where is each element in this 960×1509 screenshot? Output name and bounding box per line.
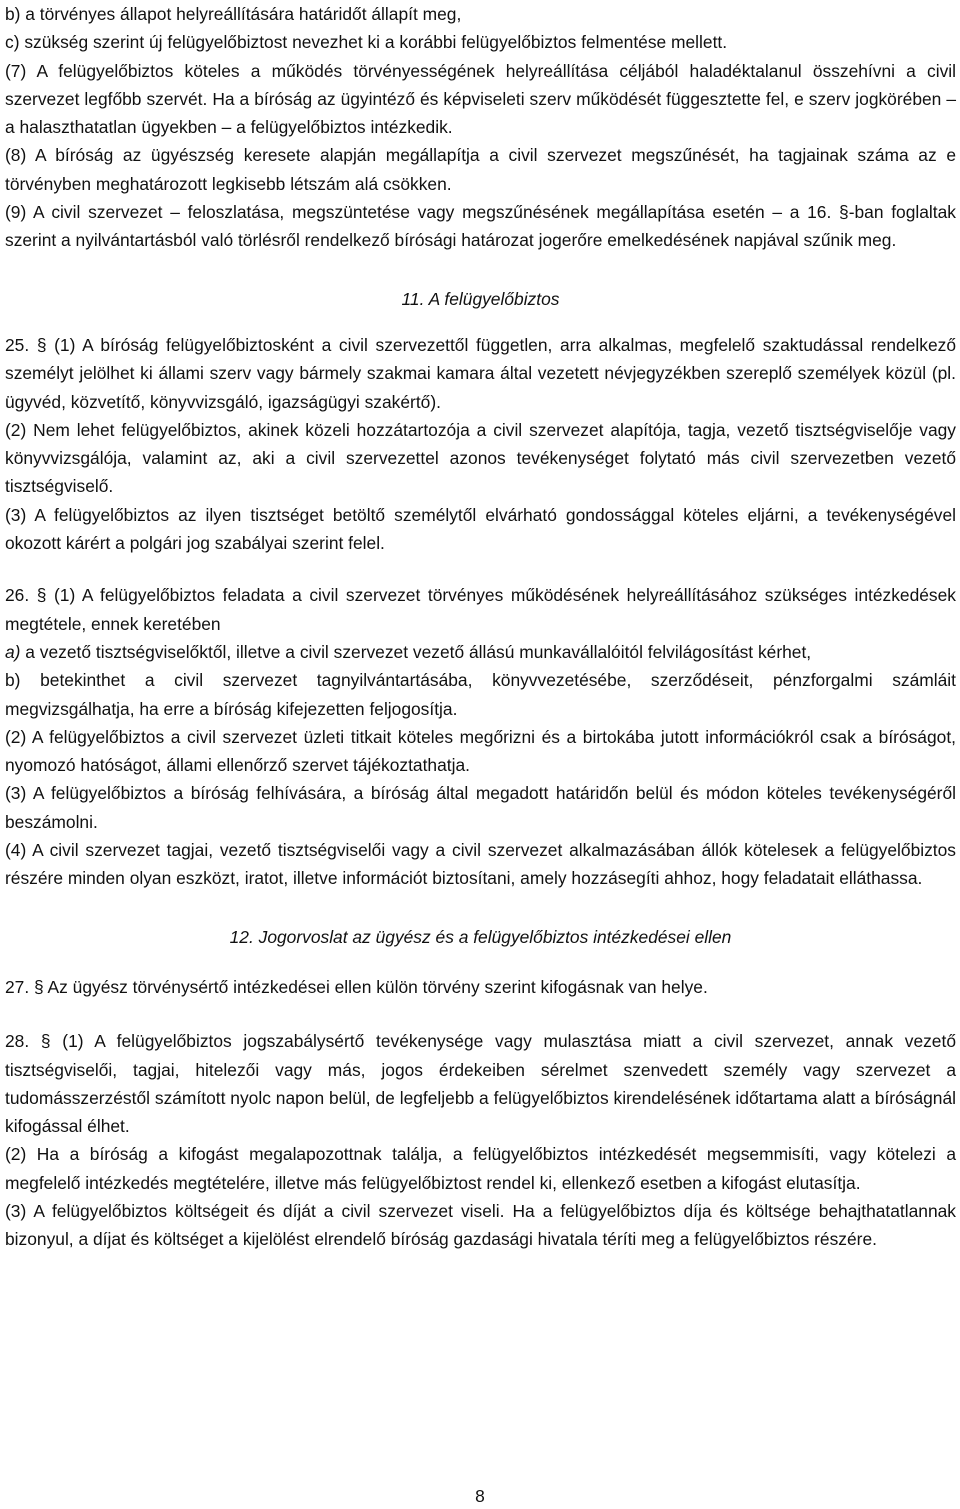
paragraph-9: (9) A civil szervezet – feloszlatása, megszüntetése vagy megszűnésének megállapítása esetén – a 16. §-ban foglaltak szerint a nyilvántartásból való törlésről rendelkező bírósági határozat jogerőre emelkedésének napjával szűnik meg. (5, 202, 956, 251)
point-a-text: a vezető tisztségviselőktől, illetve a civil szervezet vezető állású munkavállalóitól felvilágosítást kérhet, (20, 641, 812, 662)
point-a-marker: a) (5, 641, 21, 662)
document-body (5, 0, 956, 1254)
section-25-paragraph-2: (2) Nem lehet felügyelőbiztos, akinek közeli hozzátartozója a civil szervezet alapítója, tagja, vezető tisztségviselője vagy könyvvizsgálója, valamint az, aki a civil szervezettel azonos tevékenységet folytató más civil szervezetben vezető tisztségviselő. (5, 419, 956, 497)
section-25-paragraph-1: 25. § (1) A bíróság felügyelőbiztosként a civil szervezettől független, arra alkalmas, megfelelő szaktudással rendelkező személyt jelölhet ki állami szerv vagy bármely szakmai kamara által vezetett névjegyzékben szereplő személyek közül (pl. ügyvéd, közvetítő, könyvvizsgáló, igazságügyi szakértő). (5, 334, 956, 412)
section-26-intro: 26. § (1) A felügyelőbiztos feladata a civil szervezet törvényes működésének helyreállításához szükséges intézkedések megtétele, ennek keretében (5, 585, 956, 634)
section-27: 27. § Az ügyész törvénysértő intézkedései ellen külön törvény szerint kifogásnak van helye. (5, 976, 708, 997)
paragraph-8: (8) A bíróság az ügyészség keresete alapján megállapítja a civil szervezet megszűnését, ha tagjainak száma az e törvényben meghatározott legkisebb létszám alá csökken. (5, 145, 956, 194)
paragraph-c: c) szükség szerint új felügyelőbiztost nevezhet ki a korábbi felügyelőbiztos felmentése mellett. (5, 32, 728, 53)
paragraph-7: (7) A felügyelőbiztos köteles a működés törvényességének helyreállítása céljából haladéktalanul összehívni a civil szervezet legfőbb szervét. Ha a bíróság az ügyintéző és képviseleti szerv működését függesztette fel, e szerv jogkörében – a halaszthatatlan ügyekben – a felügyelőbiztos intézkedik. (5, 60, 956, 138)
section-28-paragraph-2: (2) Ha a bíróság a kifogást megalapozottnak találja, a felügyelőbiztos intézkedését megsemmisíti, vagy kötelezi a megfelelő intézkedés megtételére, illetve más felügyelőbiztost rendel ki, ellenkező esetben a kifogást elutasítja. (5, 1144, 956, 1193)
section-26-paragraph-3: (3) A felügyelőbiztos a bíróság felhívására, a bíróság által megadott határidőn belül és módon köteles tevékenységéről beszámolni. (5, 783, 956, 832)
section-26-point-b: b) betekinthet a civil szervezet tagnyilvántartásába, könyvvezetésébe, szerződéseit, pénzforgalmi számláit megvizsgálhatja, ha erre a bíróság kifejezetten feljogosítja. (5, 670, 956, 719)
page-number: 8 (475, 1486, 485, 1506)
section-heading-12: 12. Jogorvoslat az ügyész és a felügyelőbiztos intézkedései ellen (229, 926, 732, 947)
section-25-paragraph-3: (3) A felügyelőbiztos az ilyen tisztséget betöltő személytől elvárható gondossággal köteles eljárni, a tevékenységével okozott kárért a polgári jog szabályai szerint felel. (5, 504, 956, 554)
section-26-paragraph-2: (2) A felügyelőbiztos a civil szervezet üzleti titkait köteles megőrizni és a birtokába jutott információkról csak a bíróságot, nyomozó hatóságot, állami ellenőrző szervet tájékoztathatja. (5, 726, 956, 776)
paragraph-b: b) a törvényes állapot helyreállítására határidőt állapít meg, (5, 4, 462, 24)
section-28-paragraph-1: 28. § (1) A felügyelőbiztos jogszabálysértő tevékenysége vagy mulasztása miatt a civil szervezet, annak vezető tisztségviselői, tagjai, hitelezői vagy más, jogos érdekeiben sérelmet szenvedett személy vagy szervezet a tudomásszerzéstől számított nyolc napon belül, de legfeljebb a felügyelőbiztos kirendelésének időtartama alatt a bíróságnál kifogással élhet. (5, 1031, 956, 1137)
section-heading-11: 11. A felügyelőbiztos (401, 288, 560, 309)
section-26-paragraph-4: (4) A civil szervezet tagjai, vezető tisztségviselői vagy a civil szervezet alkalmazásában állók kötelesek a felügyelőbiztos részére minden olyan eszközt, iratot, illetve információt biztosítani, amely hozzásegíti ahhoz, hogy feladatait elláthassa. (5, 840, 956, 889)
section-26-point-a (5, 638, 956, 666)
section-28-paragraph-3: (3) A felügyelőbiztos költségeit és díját a civil szervezet viseli. Ha a felügyelőbiztos díja és költsége behajthatatlannak bizonyul, a díjat és költséget a kijelölést elrendelő bíróság gazdasági hivatala téríti meg a felügyelőbiztos részére. (5, 1200, 956, 1250)
